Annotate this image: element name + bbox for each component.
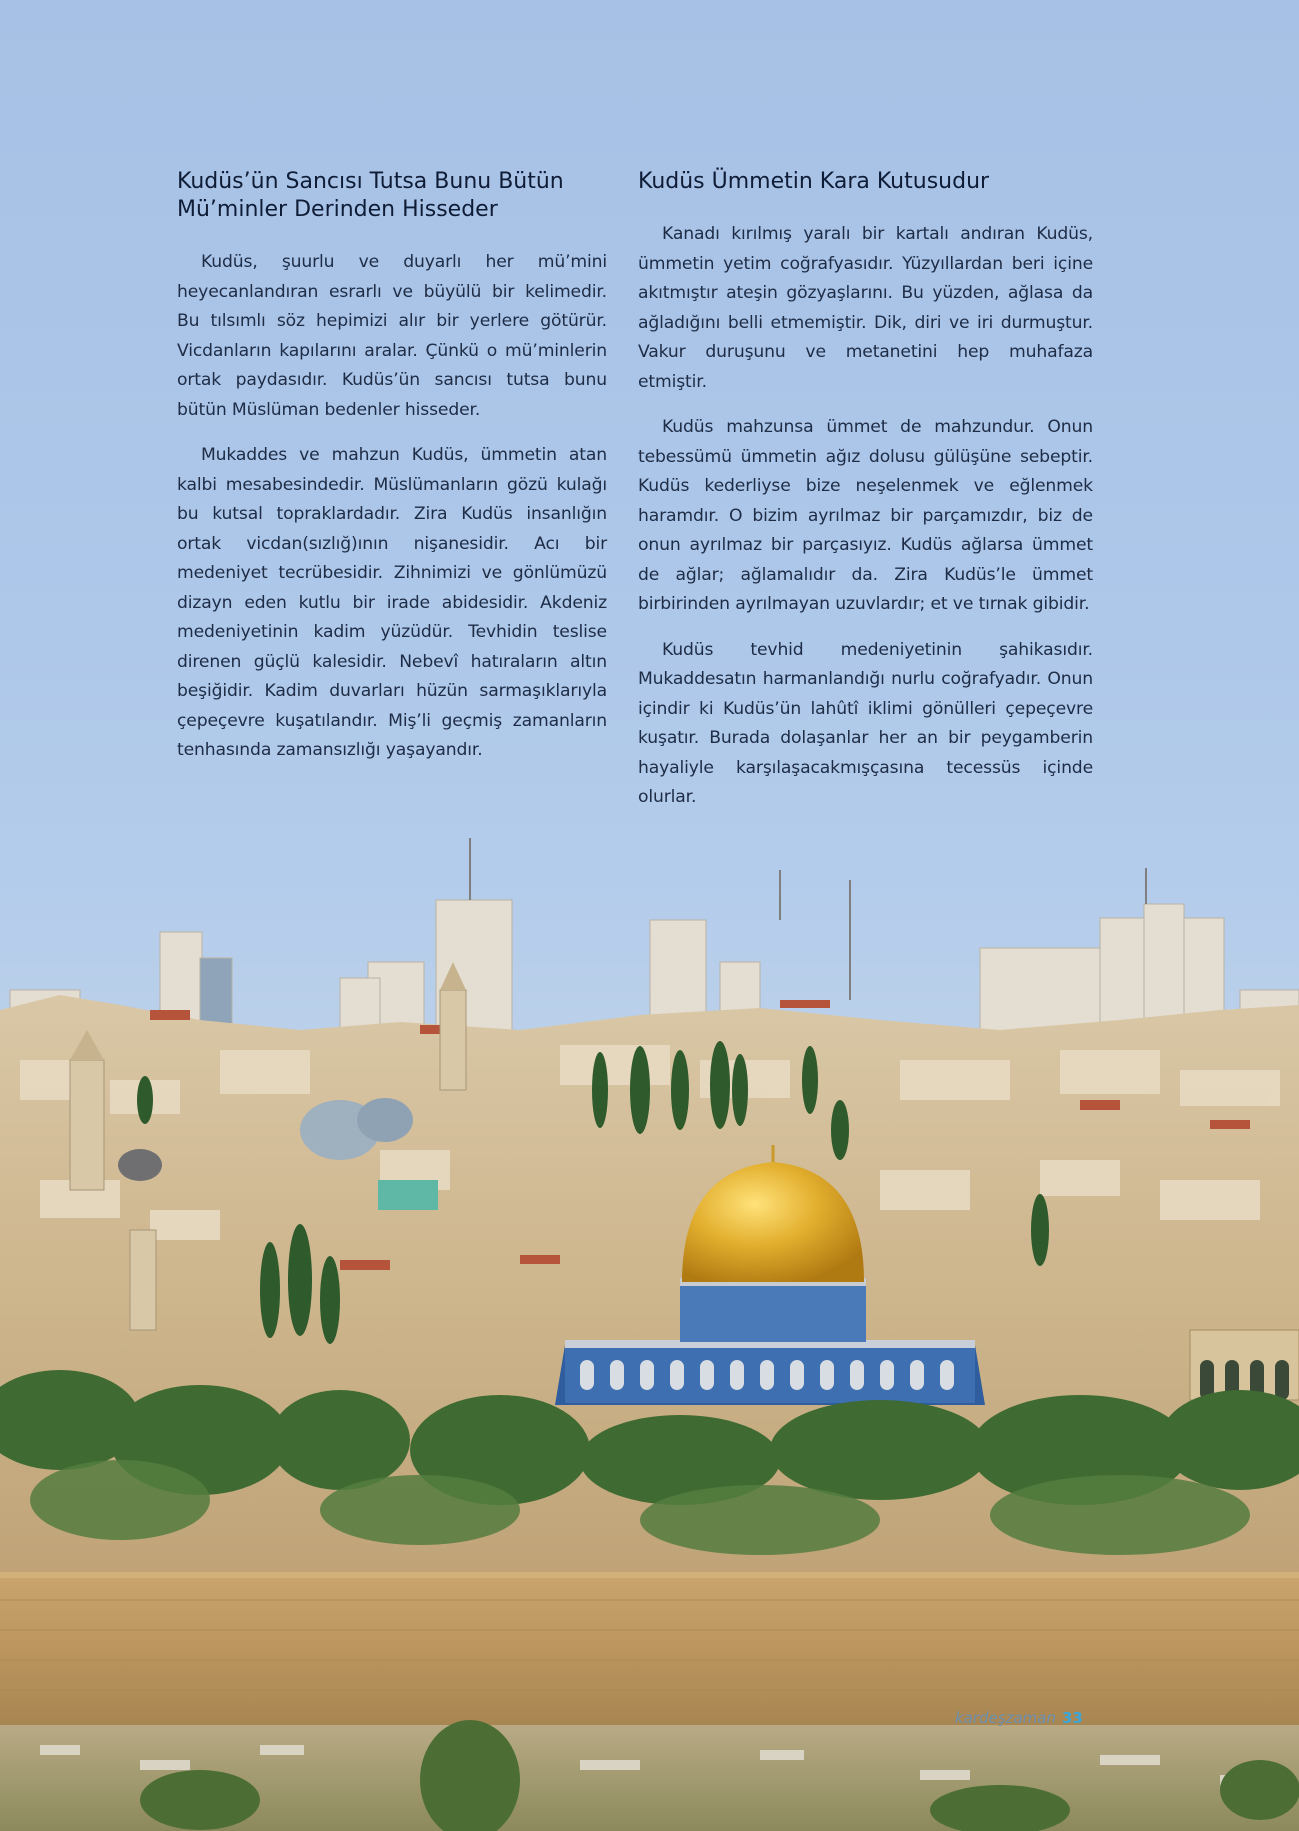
left-column [177,168,607,782]
right-paragraph-3: Kudüs tevhid medeniyetinin şahikasıdır. Mukaddesatın harmanlandığı nurlu coğrafyadır. Onun içindir ki Kudüs’ün lahûtî iklimi gönülleri çepeçevre kuşatır. Burada dolaşanlar her an bir peygamberin hayaliyle karşılaşacakmışçasına tecessüs içinde olurlar. [638,639,1093,807]
left-paragraph-1: Kudüs, şuurlu ve duyarlı her mü’mini heyecanlandıran esrarlı ve büyülü bir kelimedir. Bu tılsımlı söz hepimizi alır bir yerlere götürür. Vicdanların kapılarını aralar. Çünkü o mü’minlerin ortak paydasıdır. Kudüs’ün sancısı tutsa bunu bütün Müslüman bedenler hisseder. [177,252,607,420]
left-column-heading: Kudüs’ün Sancısı Tutsa Bunu Bütün Mü’minler Derinden Hisseder [177,169,564,222]
right-column [638,168,1093,829]
magazine-name: kardeşzaman [955,1709,1056,1727]
right-paragraph-1: Kanadı kırılmış yaralı bir kartalı andıran Kudüs, ümmetin yetim coğrafyasıdır. Yüzyıllardan beri içine akıtmıştır ateşin gözyaşlarını. Bu yüzden, ağlasa da ağladığını belli etmemiştir. Dik, diri ve iri durmuştur. Vakur duruşunu ve metanetini hep muhafaza etmiştir. [638,224,1093,392]
page-footer [955,1706,1083,1730]
page-number: 33 [1062,1709,1083,1727]
left-paragraph-2: Mukaddes ve mahzun Kudüs, ümmetin atan kalbi mesabesindedir. Müslümanların gözü kulağı bu kutsal topraklardadır. Zira Kudüs insanlığın ortak vicdan(sızlığ)ının nişanesidir. Acı bir medeniyet tecrübesidir. Zihnimizi ve gönlümüzü dizayn eden kutlu bir irade abidesidir. Akdeniz medeniyetinin kadim yüzüdür. Tevhidin teslise direnen güçlü kalesidir. Nebevî hatıraların altın beşiğidir. Kadim duvarları hüzün sarmaşıklarıyla çepeçevre kuşatılandır. Miş’li geçmiş zamanların tenhasında zamansızlığı yaşayandır. [177,445,607,760]
right-column-heading: Kudüs Ümmetin Kara Kutusudur [638,169,990,194]
right-paragraph-2: Kudüs mahzunsa ümmet de mahzundur. Onun tebessümü ümmetin ağız dolusu gülüşüne sebeptir. Kudüs kederliyse bize neşelenmek ve eğlenmek haramdır. O bizim ayrılmaz bir parçamızdır, biz de onun ayrılmaz bir parçasıyız. Kudüs ağlarsa ümmet de ağlar; ağlamalıdır da. Zira Kudüs’le ümmet birbirinden ayrılmayan uzuvlardır; et ve tırnak gibidir. [638,417,1093,614]
